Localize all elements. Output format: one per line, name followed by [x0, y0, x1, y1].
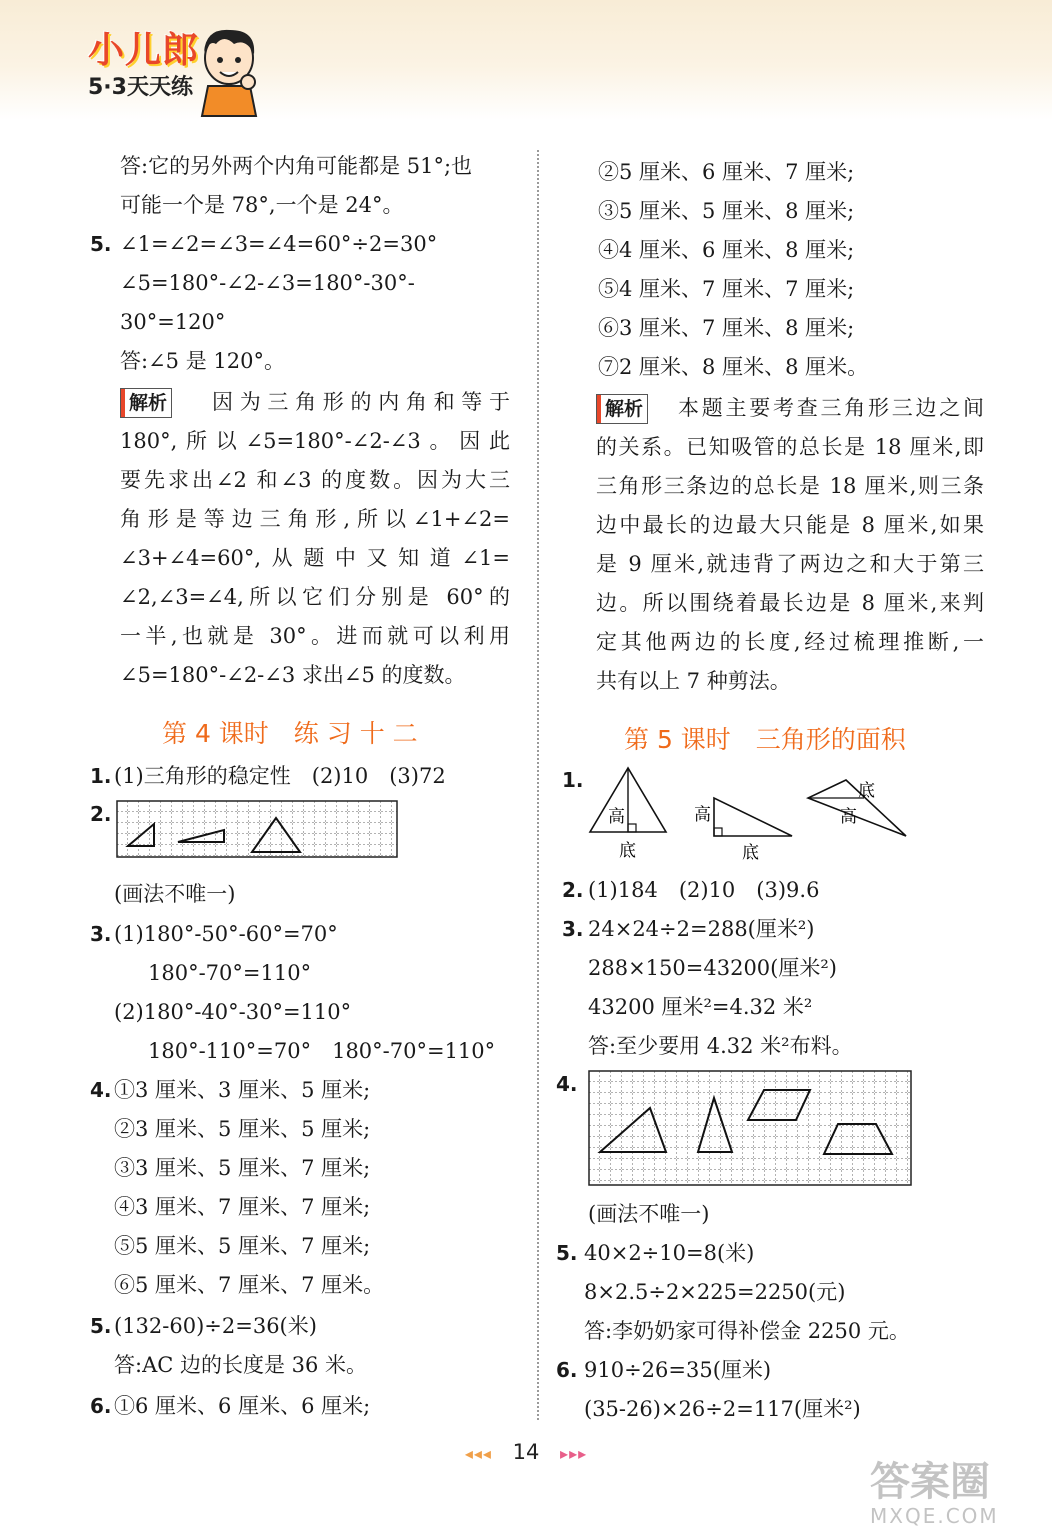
analysis-line: ∠2,∠3=∠4,所以它们分别是 60°的	[120, 585, 510, 609]
list-item: ⑥5 厘米、7 厘米、7 厘米。	[114, 1273, 385, 1297]
equation-line: 40×2÷10=8(米)	[584, 1241, 755, 1265]
answer-line: 答:∠5 是 120°。	[120, 349, 285, 373]
note: (画法不唯一)	[114, 882, 236, 906]
analysis-line: 定其他两边的长度,经过梳理推断,一	[596, 630, 984, 654]
equation-line: (35-26)×26÷2=117(厘米²)	[584, 1397, 861, 1421]
analysis-line: 三角形三条边的总长是 18 厘米,则三条	[596, 474, 984, 498]
equation-line: ∠5=180°-∠2-∠3=180°-30°-	[120, 271, 415, 295]
base-label: 底	[619, 841, 636, 861]
list-item: ③3 厘米、5 厘米、7 厘米;	[114, 1156, 371, 1180]
question-number: 4.	[90, 1078, 112, 1102]
page-number: 14	[512, 1440, 540, 1464]
analysis-line: 因为三角形的内角和等于	[212, 390, 510, 414]
list-item: ④4 厘米、6 厘米、8 厘米;	[598, 238, 855, 262]
question-number: 3.	[90, 922, 112, 946]
next-arrows-icon: ▸▸▸	[560, 1444, 588, 1463]
analysis-line: 边中最长的边最大只能是 8 厘米,如果	[596, 513, 984, 537]
equation-line: 910÷26=35(厘米)	[584, 1358, 772, 1382]
question-number: 2.	[562, 878, 584, 902]
list-item: ②5 厘米、6 厘米、7 厘米;	[598, 160, 855, 184]
base-label: 底	[858, 781, 875, 801]
list-item: ④3 厘米、7 厘米、7 厘米;	[114, 1195, 371, 1219]
analysis-tag: 解析	[596, 394, 648, 424]
question-number: 6.	[90, 1394, 112, 1418]
list-item: ①3 厘米、3 厘米、5 厘米;	[114, 1078, 371, 1102]
logo-title: 小儿郎	[88, 30, 200, 71]
equation-line: (2)180°-40°-30°=110°	[114, 1000, 352, 1024]
answer-line: 答:至少要用 4.32 米²布料。	[588, 1034, 853, 1058]
height-label: 高	[694, 805, 711, 825]
equation-line: (1)180°-50°-60°=70°	[114, 922, 338, 946]
column-divider	[537, 150, 539, 1420]
list-item: ⑤4 厘米、7 厘米、7 厘米;	[598, 277, 855, 301]
analysis-line: 角形是等边三角形,所以∠1+∠2=	[120, 507, 510, 531]
section-heading: 第 5 课时 三角形的面积	[624, 725, 906, 754]
analysis-line: 边。所以围绕着最长边是 8 厘米,来判	[596, 591, 984, 615]
list-item: ①6 厘米、6 厘米、6 厘米;	[114, 1394, 371, 1418]
analysis-line: 共有以上 7 种剪法。	[596, 669, 791, 693]
grid-drawing	[588, 1070, 912, 1188]
triangles-figure	[586, 764, 916, 868]
base-label: 底	[742, 843, 759, 863]
list-item: ②3 厘米、5 厘米、5 厘米;	[114, 1117, 371, 1141]
analysis-line: ∠5=180°-∠2-∠3 求出∠5 的度数。	[120, 663, 466, 687]
list-item: ⑤5 厘米、5 厘米、7 厘米;	[114, 1234, 371, 1258]
analysis-line: 是 9 厘米,就违背了两边之和大于第三	[596, 552, 984, 576]
analysis-line: 要先求出∠2 和∠3 的度数。因为大三	[120, 468, 510, 492]
question-number: 2.	[90, 802, 112, 826]
logo-subtitle: 5·3天天练	[88, 75, 193, 100]
watermark	[870, 1460, 1040, 1530]
answer-line: 可能一个是 78°,一个是 24°。	[120, 193, 404, 217]
analysis-line: 180°,所以∠5=180°-∠2-∠3。因此	[120, 429, 510, 453]
equation-line: 180°-70°=110°	[148, 961, 312, 985]
analysis-line: 一半,也就是 30°。进而就可以利用	[120, 624, 510, 648]
equation-line: 288×150=43200(厘米²)	[588, 956, 837, 980]
equation-line: (132-60)÷2=36(米)	[114, 1314, 317, 1338]
grid-drawing	[116, 800, 398, 860]
question-number: 4.	[556, 1072, 578, 1096]
answer-line: 答:李奶奶家可得补偿金 2250 元。	[584, 1319, 910, 1343]
equation-line: 8×2.5÷2×225=2250(元)	[584, 1280, 846, 1304]
equation-line: 30°=120°	[120, 310, 226, 334]
question-number: 6.	[556, 1358, 578, 1382]
prev-arrows-icon: ◂◂◂	[464, 1444, 492, 1463]
equation-line: 24×24÷2=288(厘米²)	[588, 917, 815, 941]
question-number: 5.	[90, 232, 112, 256]
answer-line: (1)184 (2)10 (3)9.6	[588, 878, 820, 902]
analysis-line: ∠3+∠4=60°,从题中又知道∠1=	[120, 546, 510, 570]
note: (画法不唯一)	[588, 1202, 710, 1226]
list-item: ⑦2 厘米、8 厘米、8 厘米。	[598, 355, 869, 379]
list-item: ⑥3 厘米、7 厘米、8 厘米;	[598, 316, 855, 340]
question-number: 1.	[562, 768, 584, 792]
section-heading: 第 4 课时 练 习 十 二	[162, 719, 418, 748]
analysis-tag: 解析	[120, 388, 172, 418]
brand-logo	[82, 22, 272, 122]
answer-line: (1)三角形的稳定性 (2)10 (3)72	[114, 764, 446, 788]
equation-line: ∠1=∠2=∠3=∠4=60°÷2=30°	[120, 232, 438, 256]
question-number: 5.	[90, 1314, 112, 1338]
height-label: 高	[608, 807, 625, 827]
equation-line: 43200 厘米²=4.32 米²	[588, 995, 813, 1019]
question-number: 5.	[556, 1241, 578, 1265]
question-number: 1.	[90, 764, 112, 788]
analysis-line: 的关系。已知吸管的总长是 18 厘米,即	[596, 435, 984, 459]
watermark-title: 答案圈	[870, 1459, 990, 1505]
analysis-line: 本题主要考查三角形三边之间	[678, 396, 984, 420]
cartoon-boy-icon	[194, 22, 264, 118]
equation-line: 180°-110°=70° 180°-70°=110°	[148, 1039, 496, 1063]
answer-line: 答:AC 边的长度是 36 米。	[114, 1353, 368, 1377]
list-item: ③5 厘米、5 厘米、8 厘米;	[598, 199, 855, 223]
watermark-url: MXQE.COM	[870, 1504, 999, 1528]
answer-line: 答:它的另外两个内角可能都是 51°;也	[120, 154, 473, 178]
question-number: 3.	[562, 917, 584, 941]
height-label: 高	[840, 807, 857, 827]
